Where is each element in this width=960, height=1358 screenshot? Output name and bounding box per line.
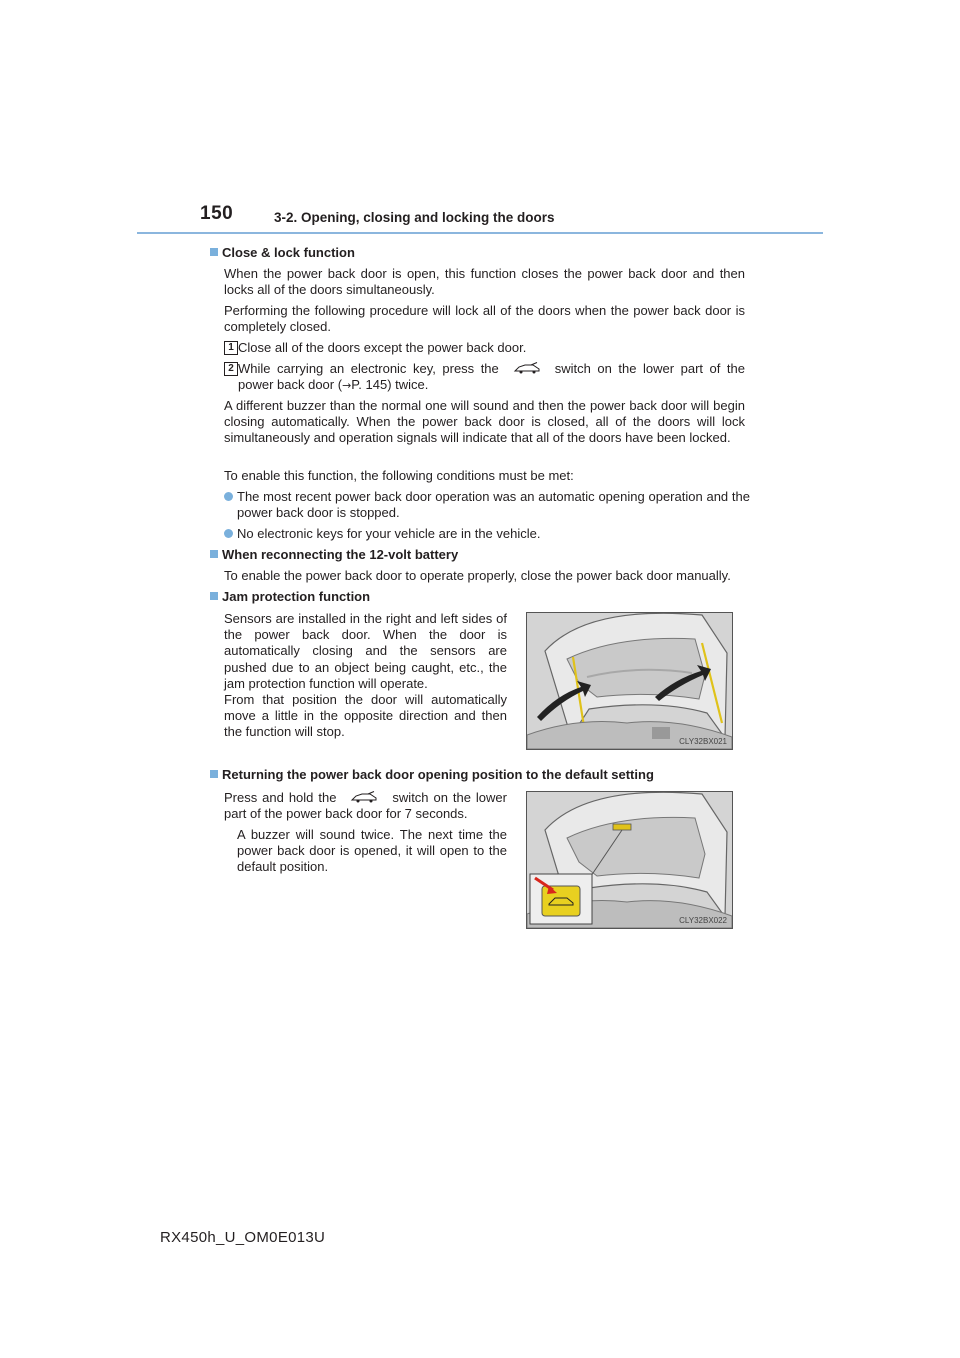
step-2-text: While carrying an electronic key, press the switch on the lower part of the power back door (→P. 145) twice. (238, 361, 746, 393)
heading-battery: When reconnecting the 12-volt battery (210, 547, 458, 563)
header-rule (137, 232, 823, 234)
page-number: 150 (200, 203, 234, 224)
reference-arrow-icon: → (342, 379, 352, 393)
figure-jam-protection (526, 612, 733, 750)
default-paragraph-1: Press and hold the switch on the lower part of the power back door for 7 seconds. (224, 790, 507, 822)
figure-code: CLY32BX022 (679, 916, 727, 925)
model-code: RX450h_U_OM0E013U (160, 1229, 326, 1246)
round-bullet-icon (224, 492, 233, 501)
figure-code: CLY32BX021 (679, 737, 727, 746)
power-back-door-illustration (527, 613, 732, 749)
close-lock-paragraph-2: Performing the following procedure will lock all of the doors when the power back door is completely closed. (224, 303, 745, 335)
heading-default-position: Returning the power back door opening position to the default setting (210, 767, 654, 783)
step-1-text: Close all of the doors except the power back door. (238, 340, 527, 355)
square-bullet-icon (210, 770, 218, 778)
step-number-1: 1 (224, 341, 238, 355)
round-bullet-icon (224, 529, 233, 538)
heading-close-lock: Close & lock function (210, 245, 355, 261)
square-bullet-icon (210, 248, 218, 256)
figure-default-position (526, 791, 733, 929)
car-back-door-icon (513, 362, 541, 374)
square-bullet-icon (210, 550, 218, 558)
close-lock-paragraph-3: A different buzzer than the normal one will sound and then the power back door will begin closing automatically. When the power back door is closed, all of the doors will lock simultaneously and operation signals will indicate that all of the doors have been locked. (224, 398, 745, 446)
close-lock-paragraph-4: To enable this function, the following conditions must be met: (224, 468, 574, 483)
jam-paragraph-1: Sensors are installed in the right and left sides of the power back door. When the door is automatically closing and the sensors are pushed due to an object being caught, etc., the jam protection function will operate. (224, 611, 507, 691)
square-bullet-icon (210, 592, 218, 600)
condition-bullet-2: No electronic keys for your vehicle are in the vehicle. (224, 526, 750, 542)
battery-paragraph: To enable the power back door to operate properly, close the power back door manually. (224, 568, 731, 583)
close-lock-paragraph-1: When the power back door is open, this function closes the power back door and then locks all of the doors simultaneously. (224, 266, 745, 298)
condition-bullet-1: The most recent power back door operation was an automatic opening operation and the power back door is stopped. (224, 489, 750, 521)
back-door-switch-illustration (527, 792, 732, 928)
step-2 (224, 361, 745, 395)
heading-jam-protection: Jam protection function (210, 589, 370, 605)
step-number-2: 2 (224, 362, 238, 376)
section-title: 3-2. Opening, closing and locking the doors (274, 210, 555, 225)
car-back-door-icon (350, 791, 378, 803)
default-paragraph-2: A buzzer will sound twice. The next time the power back door is opened, it will open to the default position. (237, 827, 507, 875)
jam-paragraph-2: From that position the door will automatically move a little in the opposite direction and then the function will stop. (224, 692, 507, 740)
